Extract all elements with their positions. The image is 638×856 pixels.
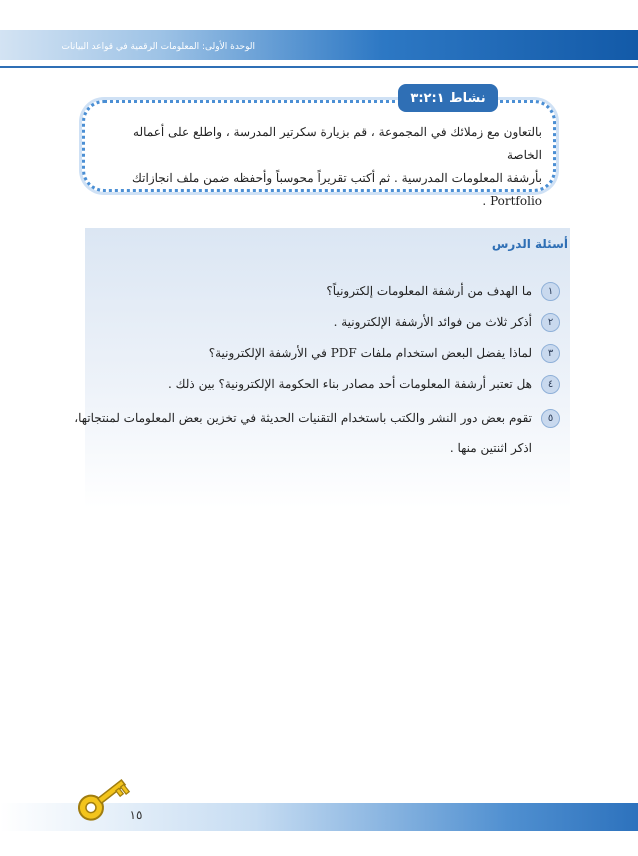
header-divider (0, 66, 638, 68)
question-text: تقوم بعض دور النشر والكتب باستخدام التقنيات الحديثة في تخزين بعض المعلومات لمنتجاتها، (74, 411, 532, 425)
question-number: ١ (541, 282, 560, 301)
question-text: لماذا يفضل البعض استخدام ملفات PDF في الأرشفة الإلكترونية؟ (208, 346, 532, 360)
key-icon (70, 768, 134, 830)
question-item (74, 407, 560, 429)
question-number: ٥ (541, 409, 560, 428)
question-number: ٢ (541, 313, 560, 332)
activity-line-1: بالتعاون مع زملائك في المجموعة ، قم بزيارة سكرتير المدرسة ، واطلع على أعماله الخاصة (133, 125, 542, 162)
question-text: أذكر ثلاث من فوائد الأرشفة الإلكترونية . (333, 315, 532, 329)
questions-panel (85, 228, 570, 508)
page-number: ١٥ (129, 808, 143, 822)
question-item (80, 342, 560, 364)
activity-line-2: بأرشفة المعلومات المدرسية . ثم أكتب تقريراً محوسباً وأحفظه ضمن ملف انجازاتك Portfolio . (132, 171, 542, 208)
question-item (80, 373, 560, 395)
activity-badge: نشاط ٣:٢:١ (398, 84, 498, 112)
question-number: ٤ (541, 375, 560, 394)
questions-title: أسئلة الدرس (491, 237, 568, 251)
unit-title: الوحدة الأولى: المعلومات الرقمية في قواعد البيانات (61, 42, 255, 52)
question-continuation: اذكر اثنتين منها . (449, 441, 532, 455)
question-number: ٣ (541, 344, 560, 363)
question-item (80, 280, 560, 302)
question-text: ما الهدف من أرشفة المعلومات إلكترونياً؟ (326, 284, 532, 298)
question-item (80, 311, 560, 333)
activity-text (96, 121, 542, 213)
question-text: هل تعتبر أرشفة المعلومات أحد مصادر بناء الحكومة الإلكترونية؟ بين ذلك . (168, 377, 532, 391)
